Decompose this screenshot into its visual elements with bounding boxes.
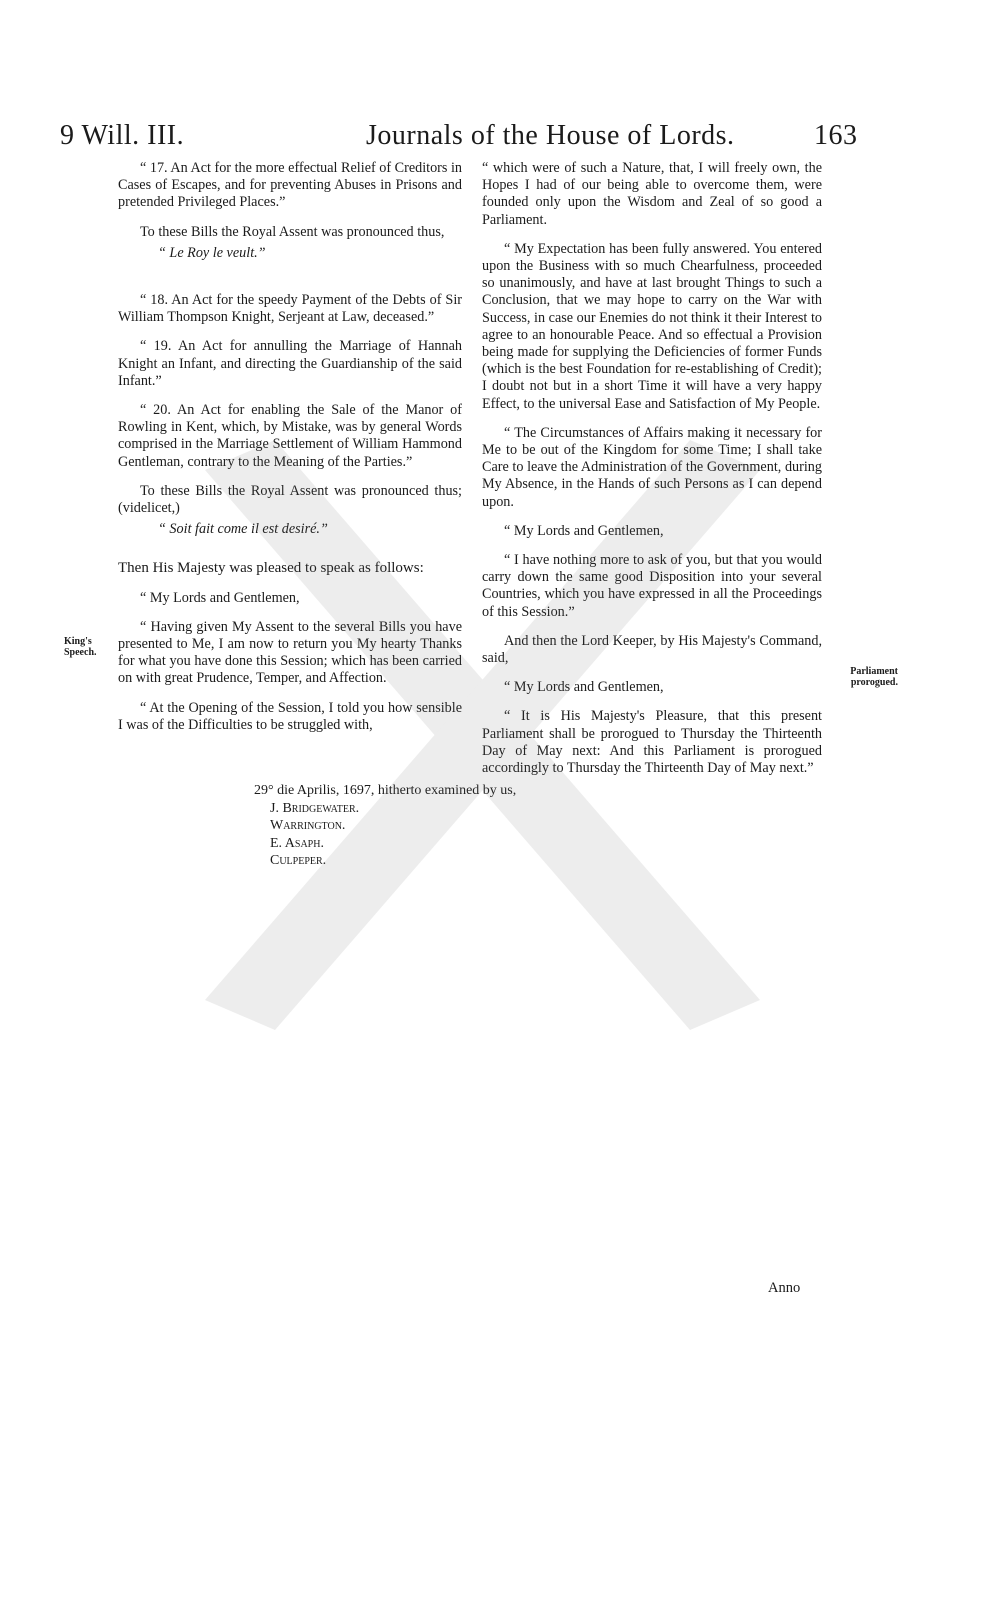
speech-paragraph: “ My Expectation has been fully answered. You entered upon the Business with so much Chearfulness, proceeded so unanimously, and have at last brought Things to such a Conclusion, that we may hope to carry on the War with Success, in case our Enemies do not think it their Interest to agree to an honourable Peace. And so effectual a Provision being made for supplying the Deficiencies of former Funds (which is the best Foundation for re-establishing of Credit); I doubt not but in a short Time it will have a very happy Effect, to the universal Ease and Satisfaction of My People. [482, 240, 822, 412]
right-column [482, 160, 822, 789]
catchword: Anno [768, 1280, 801, 1296]
examiner-name: E. Asaph. [270, 835, 324, 851]
header-regnal-year: 9 Will. III. [60, 120, 185, 151]
assent-formula: “ Soit fait come il est desiré.” [158, 521, 328, 538]
bill-18: “ 18. An Act for the speedy Payment of the Debts of Sir William Thompson Knight, Serjeant at Law, deceased.” [118, 292, 462, 326]
speech-paragraph: “ which were of such a Nature, that, I will freely own, the Hopes I had of our being able to overcome them, were founded only upon the Wisdom and Zeal of so good a Parliament. [482, 160, 822, 228]
margin-note-kings-speech: King's Speech. [64, 636, 97, 658]
speech-salutation: “ My Lords and Gentlemen, [504, 522, 664, 539]
bill-19: “ 19. An Act for annulling the Marriage of Hannah Knight an Infant, and directing the Guardianship of the said Infant.” [118, 338, 462, 389]
examiner-name: Warrington. [270, 818, 346, 833]
speech-paragraph: “ Having given My Assent to the several Bills you have presented to Me, I am now to return you My hearty Thanks for what you have done this Session; which has been carried on with great Prudence, Temper, and Affection. [118, 618, 462, 687]
bill-20: “ 20. An Act for enabling the Sale of the Manor of Rowling in Kent, which, by Mistake, was by general Words comprised in the Marriage Settlement of William Hammond Gentleman, contrary to the Meaning of the Parties.” [118, 402, 462, 470]
page-number: 163 [814, 120, 858, 151]
royal-assent-statement: To these Bills the Royal Assent was pronounced thus; (videlicet,) [118, 482, 462, 517]
royal-assent-statement: To these Bills the Royal Assent was pronounced thus, [140, 223, 445, 240]
speech-salutation: “ My Lords and Gentlemen, [140, 589, 300, 606]
header-title: Journals of the House of Lords. [366, 120, 735, 151]
prorogation-paragraph: “ It is His Majesty's Pleasure, that this present Parliament shall be prorogued to Thursday the Thirteenth Day of May next: And this Parliament is prorogued accordingly to Thursday the Thirteenth Day of May next.” [482, 708, 822, 777]
speech-paragraph: “ At the Opening of the Session, I told you how sensible I was of the Difficulties to be struggled with, [118, 699, 462, 733]
speech-paragraph: “ The Circumstances of Affairs making it necessary for Me to be out of the Kingdom for some Time; I shall take Care to leave the Administration of the Government, during My Absence, in the Hands of such Persons as I can depend upon. [482, 424, 822, 510]
lord-keeper-intro: And then the Lord Keeper, by His Majesty's Command, said, [482, 632, 822, 667]
left-column [118, 160, 462, 746]
speech-paragraph: “ I have nothing more to ask of you, but that you would carry down the same good Disposition into your several Countries, which you have expressed in all the Proceedings of this Session.” [482, 552, 822, 620]
margin-note-parliament-prorogued: Parliament prorogued. [850, 666, 898, 688]
assent-formula: “ Le Roy le veult.” [158, 244, 266, 261]
speech-intro: Then His Majesty was pleased to speak as follows: [118, 560, 424, 577]
examiner-name: J. Bridgewater. [270, 800, 360, 816]
bill-17: “ 17. An Act for the more effectual Relief of Creditors in Cases of Escapes, and for preventing Abuses in Prisons and pretended Privileged Places.” [118, 160, 463, 211]
examiner-signatures [270, 800, 516, 870]
prorogation-salutation: “ My Lords and Gentlemen, [504, 679, 664, 696]
examination-line: 29° die Aprilis, 1697, hitherto examined by us, [254, 783, 517, 798]
examination-block [254, 782, 516, 870]
examiner-name: Culpeper. [270, 853, 327, 868]
